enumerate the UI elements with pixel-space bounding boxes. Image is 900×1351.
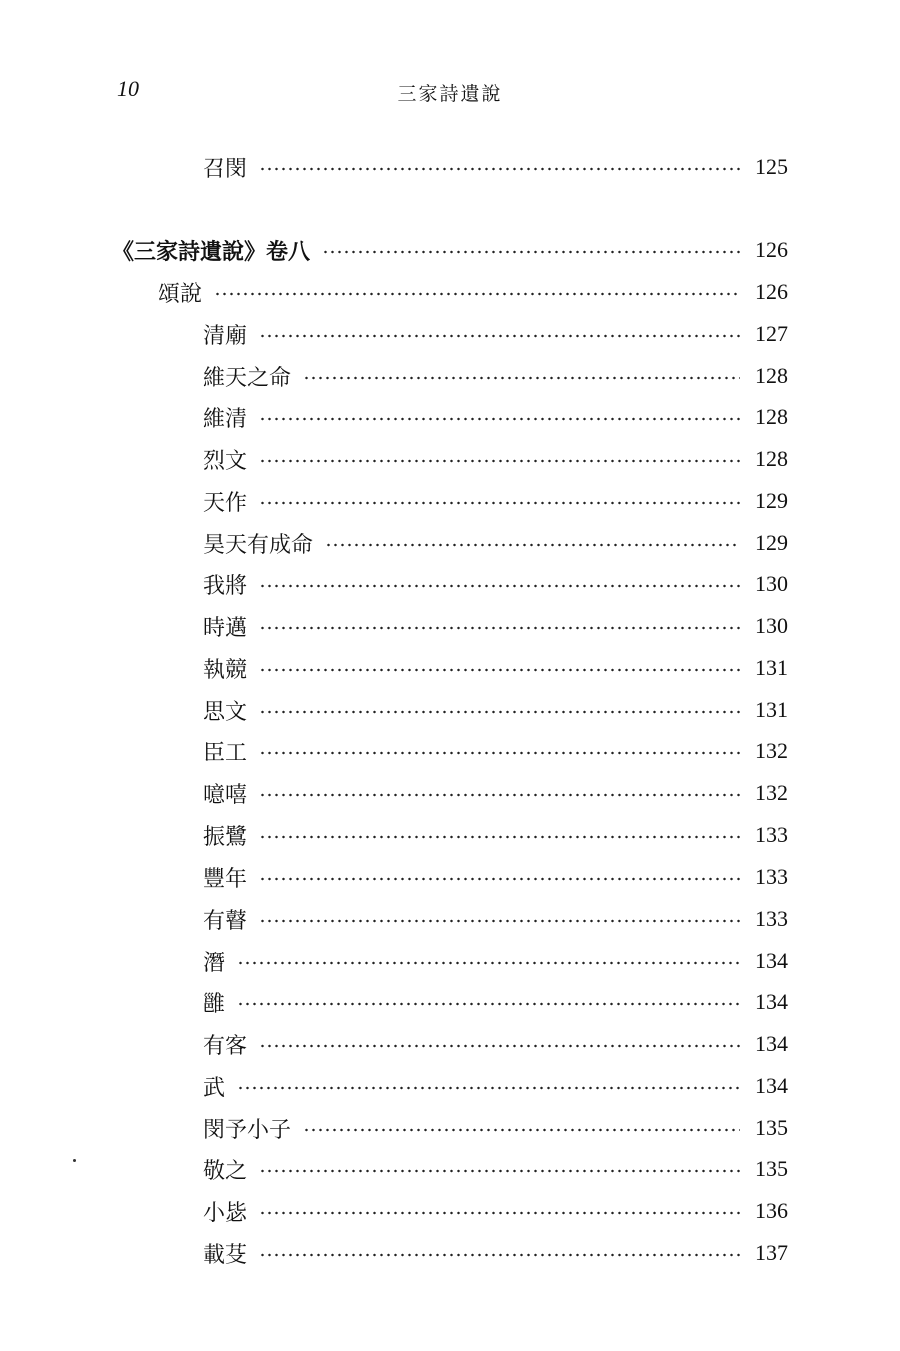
dot-leader bbox=[259, 1169, 740, 1173]
toc-entry-page: 127 bbox=[755, 321, 788, 346]
toc-entry bbox=[203, 944, 788, 978]
toc-entry bbox=[203, 902, 788, 936]
dot-leader bbox=[259, 668, 740, 672]
dot-leader bbox=[259, 459, 740, 463]
toc-entry-title: 豐年 bbox=[203, 866, 248, 892]
toc-entry-title: 有瞽 bbox=[203, 908, 248, 934]
toc-entry bbox=[203, 818, 788, 852]
dot-leader bbox=[259, 167, 740, 171]
toc-entry bbox=[203, 651, 788, 685]
toc-entry-title: 噫嘻 bbox=[203, 782, 248, 808]
dot-leader bbox=[214, 292, 740, 296]
toc-entry bbox=[203, 985, 788, 1019]
toc-entry-title: 執競 bbox=[203, 657, 248, 683]
toc-entry-title: 時邁 bbox=[203, 615, 248, 641]
toc-entry-title: 振鷺 bbox=[203, 824, 248, 850]
toc-entry-page: 133 bbox=[755, 864, 788, 889]
toc-entry bbox=[158, 275, 788, 309]
toc-entry-page: 130 bbox=[755, 613, 788, 638]
toc-entry-title: 潛 bbox=[203, 950, 226, 976]
toc-entry-title: 頌說 bbox=[158, 281, 203, 307]
toc-entry bbox=[203, 484, 788, 518]
toc-entry-title: 維天之命 bbox=[203, 365, 292, 391]
toc-entry-title: 臣工 bbox=[203, 740, 248, 766]
toc-entry bbox=[203, 567, 788, 601]
toc-entry-title: 清廟 bbox=[203, 323, 248, 349]
toc-entry bbox=[203, 359, 788, 393]
toc-entry-title: 雝 bbox=[203, 991, 226, 1017]
running-title: 三家詩遺說 bbox=[397, 83, 503, 105]
toc-entry-page: 135 bbox=[755, 1156, 788, 1181]
dot-leader bbox=[259, 835, 740, 839]
toc-entry-page: 126 bbox=[755, 279, 788, 304]
dot-leader bbox=[237, 1086, 740, 1090]
toc-entry bbox=[203, 1152, 788, 1186]
dot-leader bbox=[259, 501, 740, 505]
toc-entry bbox=[112, 233, 788, 267]
dot-leader bbox=[237, 961, 740, 965]
toc-entry-title: 烈文 bbox=[203, 448, 248, 474]
toc-entry-title: 天作 bbox=[203, 490, 248, 516]
toc-entry bbox=[203, 400, 788, 434]
toc-entry bbox=[203, 693, 788, 727]
dot-leader bbox=[303, 1128, 740, 1132]
toc-entry-title: 維清 bbox=[203, 406, 248, 432]
toc-entry-title: 武 bbox=[203, 1075, 226, 1101]
dot-leader bbox=[325, 543, 740, 547]
toc-entry bbox=[203, 1027, 788, 1061]
toc-entry bbox=[203, 1111, 788, 1145]
toc-entry-page: 132 bbox=[755, 780, 788, 805]
dot-leader bbox=[237, 1002, 740, 1006]
toc-entry-page: 126 bbox=[755, 237, 788, 262]
toc-entry-page: 129 bbox=[755, 488, 788, 513]
toc-entry-page: 134 bbox=[755, 1073, 788, 1098]
toc-entry bbox=[203, 526, 788, 560]
toc-entry-page: 134 bbox=[755, 989, 788, 1014]
stray-mark bbox=[73, 1159, 76, 1162]
toc-entry-title: 有客 bbox=[203, 1033, 248, 1059]
dot-leader bbox=[259, 751, 740, 755]
toc-entry-title: 我將 bbox=[203, 573, 248, 599]
toc-entry bbox=[203, 317, 788, 351]
toc-entry-page: 134 bbox=[755, 1031, 788, 1056]
toc-entry bbox=[203, 776, 788, 810]
dot-leader bbox=[322, 250, 740, 254]
dot-leader bbox=[259, 919, 740, 923]
toc-entry-page: 133 bbox=[755, 822, 788, 847]
toc-entry-page: 130 bbox=[755, 571, 788, 596]
toc-entry-title: 載芟 bbox=[203, 1242, 248, 1268]
dot-leader bbox=[259, 417, 740, 421]
toc-entry-page: 131 bbox=[755, 655, 788, 680]
toc-entry-page: 129 bbox=[755, 530, 788, 555]
dot-leader bbox=[259, 626, 740, 630]
toc-entry-title: 《三家詩遺說》卷八 bbox=[112, 238, 311, 265]
toc-entry-page: 135 bbox=[755, 1115, 788, 1140]
dot-leader bbox=[259, 710, 740, 714]
toc-entry-page: 137 bbox=[755, 1240, 788, 1265]
dot-leader bbox=[259, 1211, 740, 1215]
toc-entry-page: 132 bbox=[755, 738, 788, 763]
toc-entry-page: 133 bbox=[755, 906, 788, 931]
toc-entry bbox=[203, 442, 788, 476]
toc-entry bbox=[203, 1069, 788, 1103]
toc-entry bbox=[203, 1194, 788, 1228]
toc-entry-page: 128 bbox=[755, 446, 788, 471]
dot-leader bbox=[259, 1253, 740, 1257]
toc-entry-title: 閔予小子 bbox=[203, 1117, 292, 1143]
toc-entry bbox=[203, 609, 788, 643]
toc-entry bbox=[203, 860, 788, 894]
toc-entry-title: 小毖 bbox=[203, 1200, 248, 1226]
dot-leader bbox=[259, 584, 740, 588]
toc-entry bbox=[203, 150, 788, 184]
toc-entry-page: 131 bbox=[755, 697, 788, 722]
toc-entry-page: 134 bbox=[755, 948, 788, 973]
toc-entry-title: 敬之 bbox=[203, 1158, 248, 1184]
toc-entry-title: 召閔 bbox=[203, 156, 248, 182]
toc-entry bbox=[203, 1236, 788, 1270]
toc-entry-page: 136 bbox=[755, 1198, 788, 1223]
toc-entry-title: 思文 bbox=[203, 699, 248, 725]
toc-entry-title: 昊天有成命 bbox=[203, 532, 314, 558]
dot-leader bbox=[259, 1044, 740, 1048]
dot-leader bbox=[259, 793, 740, 797]
toc-entry-page: 125 bbox=[755, 154, 788, 179]
page-number: 10 bbox=[117, 76, 139, 101]
toc-entry-page: 128 bbox=[755, 404, 788, 429]
toc-entry-page: 128 bbox=[755, 363, 788, 388]
dot-leader bbox=[259, 334, 740, 338]
dot-leader bbox=[259, 877, 740, 881]
toc-entry bbox=[203, 734, 788, 768]
dot-leader bbox=[303, 376, 740, 380]
